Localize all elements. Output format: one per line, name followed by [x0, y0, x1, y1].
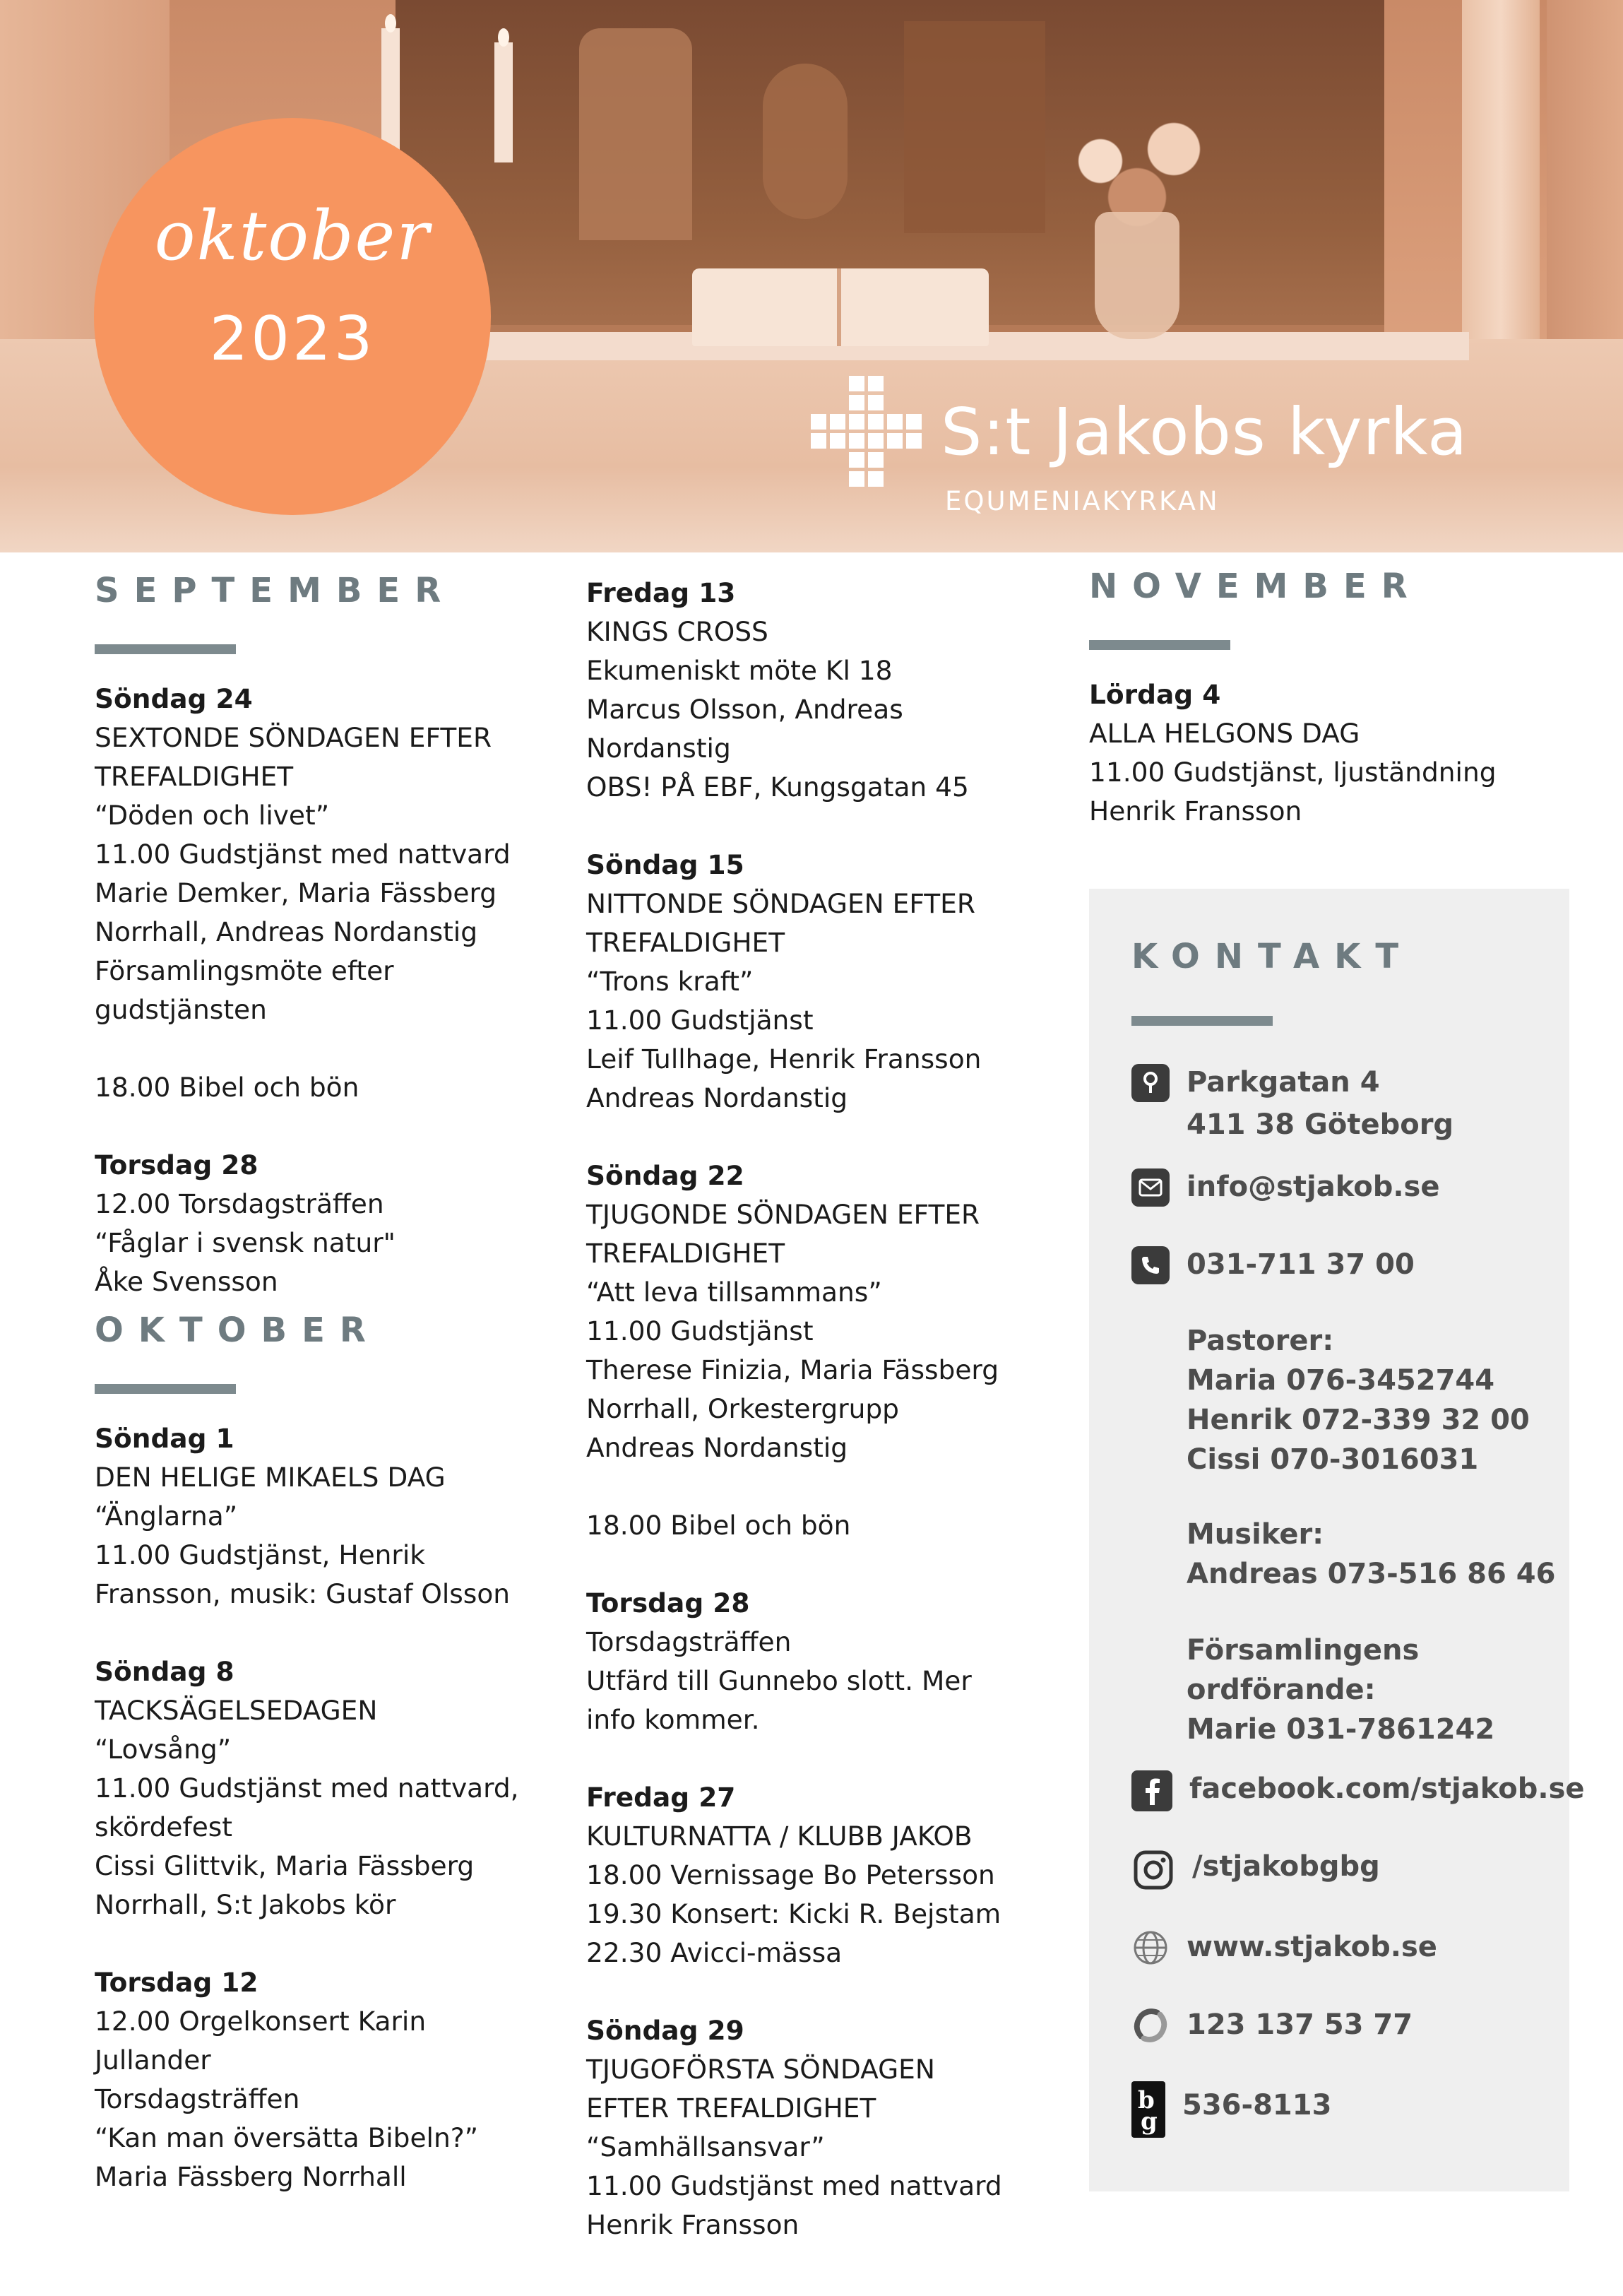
facebook-icon: [1131, 1770, 1172, 1811]
event-day: Söndag 1: [95, 1423, 234, 1454]
event-detail-line: Torsdagsträffen: [95, 2083, 300, 2114]
envelope-icon: [1131, 1168, 1170, 1207]
swish-number: 123 137 53 77: [1187, 2008, 1413, 2041]
event-detail-line: 11.00 Gudstjänst med nattvard: [586, 2170, 1002, 2201]
church-name: S:t Jakobs kyrka: [941, 394, 1468, 470]
event-detail-line: Cissi Glittvik, Maria Fässberg: [95, 1850, 475, 1881]
church-denomination: EQUMENIAKYRKAN: [945, 486, 1220, 516]
musician-phone: Andreas 073-516 86 46: [1187, 1558, 1556, 1590]
instagram-icon: [1131, 1848, 1175, 1892]
event-detail-line: 18.00 Bibel och bön: [95, 1072, 359, 1103]
event-detail-line: info kommer.: [586, 1704, 760, 1735]
event-detail-line: 12.00 Orgelkonsert Karin: [95, 2006, 427, 2037]
event-detail-line: “Kan man översätta Bibeln?”: [95, 2122, 479, 2153]
pastors-label: Pastorer:: [1187, 1325, 1334, 1357]
event-detail-line: 11.00 Gudstjänst med nattvard: [95, 839, 511, 870]
event-detail-line: Norrhall, Orkestergrupp: [586, 1393, 899, 1424]
event-list: [95, 1419, 547, 2196]
event-detail-line: [95, 1029, 547, 1068]
event-item: [586, 1156, 1045, 1545]
event-detail-line: Utfärd till Gunnebo slott. Mer: [586, 1665, 972, 1696]
svg-text:b: b: [1138, 2086, 1155, 2114]
event-day: Söndag 24: [95, 683, 253, 714]
event-detail-line: Jullander: [95, 2044, 211, 2076]
event-detail-line: TJUGOFÖRSTA SÖNDAGEN: [586, 2054, 935, 2085]
event-item: [95, 1146, 547, 1301]
website-link[interactable]: www.stjakob.se: [1187, 1931, 1437, 1963]
contact-chair: [1187, 1631, 1494, 1749]
event-day: Torsdag 28: [95, 1149, 258, 1180]
event-detail-line: ALLA HELGONS DAG: [1089, 718, 1360, 749]
event-detail-line: 22.30 Avicci-mässa: [586, 1937, 843, 1968]
event-detail-line: Fransson, musik: Gustaf Olsson: [95, 1578, 511, 1609]
event-detail-line: 18.00 Bibel och bön: [586, 1510, 851, 1541]
event-detail-line: Norrhall, S:t Jakobs kör: [95, 1889, 396, 1920]
contact-facebook[interactable]: [1131, 1768, 1585, 1811]
event-detail-line: TREFALDIGHET: [586, 927, 785, 958]
musician-label: Musiker:: [1187, 1518, 1324, 1551]
event-detail-line: Ekumeniskt möte Kl 18: [586, 655, 893, 686]
event-detail-line: Församlingsmöte efter: [95, 955, 394, 986]
section-divider: [1131, 1016, 1273, 1026]
event-item: [95, 1419, 547, 1614]
section-divider: [95, 644, 236, 654]
event-detail-line: 11.00 Gudstjänst med nattvard,: [95, 1773, 519, 1804]
section-title-kontakt: KONTAKT: [1131, 937, 1414, 976]
svg-text:g: g: [1141, 2107, 1158, 2135]
event-detail-line: “Samhällsansvar”: [586, 2131, 825, 2162]
section-title-september: SEPTEMBER: [95, 571, 456, 610]
swish-icon: [1131, 2006, 1170, 2044]
event-detail-line: Leif Tullhage, Henrik Fransson: [586, 1043, 982, 1075]
event-day: Söndag 29: [586, 2015, 744, 2046]
event-detail-line: OBS! PÅ EBF, Kungsgatan 45: [586, 771, 969, 803]
event-detail-line: “Änglarna”: [95, 1501, 238, 1532]
event-item: [1089, 675, 1583, 831]
event-detail-line: “Att leva tillsammans”: [586, 1277, 882, 1308]
event-item: [586, 846, 1045, 1118]
contact-box: [1089, 889, 1585, 2191]
address-street: Parkgatan 4: [1187, 1066, 1380, 1099]
event-detail-line: Therese Finizia, Maria Fässberg: [586, 1354, 999, 1385]
month-name: oktober: [154, 196, 431, 276]
event-detail-line: 11.00 Gudstjänst, ljuständning: [1089, 757, 1497, 788]
event-list: [586, 574, 1045, 2244]
event-detail-line: SEXTONDE SÖNDAGEN EFTER: [95, 722, 492, 753]
church-cross-logo-icon: [811, 376, 924, 489]
event-day: Söndag 22: [586, 1160, 744, 1191]
column-2: [586, 574, 1045, 2283]
event-day: Lördag 4: [1089, 679, 1221, 710]
section-title-oktober: OKTOBER: [95, 1310, 381, 1350]
event-detail-line: gudstjänsten: [95, 994, 267, 1025]
event-detail-line: KINGS CROSS: [586, 616, 768, 647]
event-item: [586, 1584, 1045, 1739]
event-detail-line: 19.30 Konsert: Kicki R. Bejstam: [586, 1898, 1001, 1929]
bankgiro-icon: [1131, 2081, 1165, 2138]
event-detail-line: “Trons kraft”: [586, 966, 754, 997]
event-day: Söndag 15: [586, 849, 744, 880]
column-1: [95, 569, 547, 2235]
event-day: Torsdag 12: [95, 1967, 258, 1998]
email-link[interactable]: info@stjakob.se: [1187, 1171, 1440, 1203]
phone-number[interactable]: 031-711 37 00: [1187, 1248, 1415, 1281]
event-day: Torsdag 28: [586, 1587, 750, 1619]
event-item: [586, 574, 1045, 807]
key-icon: [1131, 1064, 1170, 1102]
event-detail-line: skördefest: [95, 1811, 233, 1842]
event-list: [1089, 675, 1583, 831]
section-divider: [1089, 640, 1230, 650]
event-detail-line: 18.00 Vernissage Bo Petersson: [586, 1859, 995, 1890]
event-detail-line: “Lovsång”: [95, 1734, 232, 1765]
event-detail-line: TREFALDIGHET: [586, 1238, 785, 1269]
event-detail-line: TREFALDIGHET: [95, 761, 294, 792]
pastor-phone: Cissi 070-3016031: [1187, 1443, 1479, 1476]
globe-icon: [1131, 1929, 1170, 1967]
event-item: [95, 1652, 547, 1924]
event-detail-line: TJUGONDE SÖNDAGEN EFTER: [586, 1199, 980, 1230]
event-detail-line: 11.00 Gudstjänst: [586, 1315, 814, 1347]
event-list: [95, 680, 547, 1301]
pastor-phone: Henrik 072-339 32 00: [1187, 1404, 1530, 1436]
event-item: [95, 1963, 547, 2196]
event-item: [586, 1778, 1045, 1972]
event-detail-line: Andreas Nordanstig: [586, 1432, 848, 1463]
column-3: [1089, 565, 1583, 870]
event-detail-line: 12.00 Torsdagsträffen: [95, 1188, 384, 1219]
contact-swish: [1131, 2004, 1413, 2046]
contact-address: [1131, 1061, 1453, 1146]
event-detail-line: KULTURNATTA / KLUBB JAKOB: [586, 1821, 973, 1852]
event-detail-line: Nordanstig: [586, 733, 731, 764]
contact-website[interactable]: [1131, 1926, 1437, 1968]
event-day: Söndag 8: [95, 1656, 234, 1687]
contact-email[interactable]: [1131, 1166, 1439, 1208]
address-city: 411 38 Göteborg: [1187, 1108, 1454, 1141]
chair-label: ordförande:: [1187, 1674, 1376, 1706]
contact-bankgiro: [1131, 2078, 1331, 2138]
instagram-handle[interactable]: /stjakobgbg: [1192, 1850, 1380, 1883]
event-detail-line: 11.00 Gudstjänst, Henrik: [95, 1539, 425, 1570]
event-detail-line: DEN HELIGE MIKAELS DAG: [95, 1462, 446, 1493]
event-detail-line: “Döden och livet”: [95, 800, 330, 831]
event-detail-line: NITTONDE SÖNDAGEN EFTER: [586, 888, 975, 919]
month-year: 2023: [209, 304, 376, 374]
event-detail-line: Norrhall, Andreas Nordanstig: [95, 916, 478, 947]
event-item: [95, 680, 547, 1107]
contact-pastors: [1187, 1321, 1530, 1479]
facebook-link[interactable]: facebook.com/stjakob.se: [1189, 1773, 1585, 1805]
event-detail-line: Marcus Olsson, Andreas: [586, 694, 903, 725]
bankgiro-number: 536-8113: [1182, 2089, 1332, 2122]
event-detail-line: [586, 1467, 1045, 1506]
event-detail-line: Maria Fässberg Norrhall: [95, 2161, 407, 2192]
event-detail-line: EFTER TREFALDIGHET: [586, 2093, 876, 2124]
event-detail-line: TACKSÄGELSEDAGEN: [95, 1695, 378, 1726]
contact-phone[interactable]: [1131, 1243, 1415, 1286]
event-detail-line: “Fåglar i svensk natur": [95, 1227, 396, 1258]
event-day: Fredag 27: [586, 1782, 736, 1813]
event-detail-line: Marie Demker, Maria Fässberg: [95, 877, 497, 909]
event-item: [586, 2011, 1045, 2244]
event-day: Fredag 13: [586, 577, 736, 608]
event-detail-line: Torsdagsträffen: [586, 1626, 792, 1657]
contact-instagram[interactable]: [1131, 1845, 1380, 1892]
section-title-november: NOVEMBER: [1089, 567, 1422, 606]
event-detail-line: Åke Svensson: [95, 1266, 278, 1297]
event-detail-line: Andreas Nordanstig: [586, 1082, 848, 1113]
pastor-phone: Maria 076-3452744: [1187, 1364, 1495, 1397]
event-detail-line: Henrik Fransson: [586, 2209, 799, 2240]
chair-label: Församlingens: [1187, 1634, 1420, 1667]
event-detail-line: Henrik Fransson: [1089, 795, 1302, 827]
phone-icon: [1131, 1246, 1170, 1284]
chair-phone: Marie 031-7861242: [1187, 1713, 1495, 1746]
section-divider: [95, 1384, 236, 1394]
contact-musician: [1187, 1515, 1555, 1594]
event-detail-line: 11.00 Gudstjänst: [586, 1005, 814, 1036]
